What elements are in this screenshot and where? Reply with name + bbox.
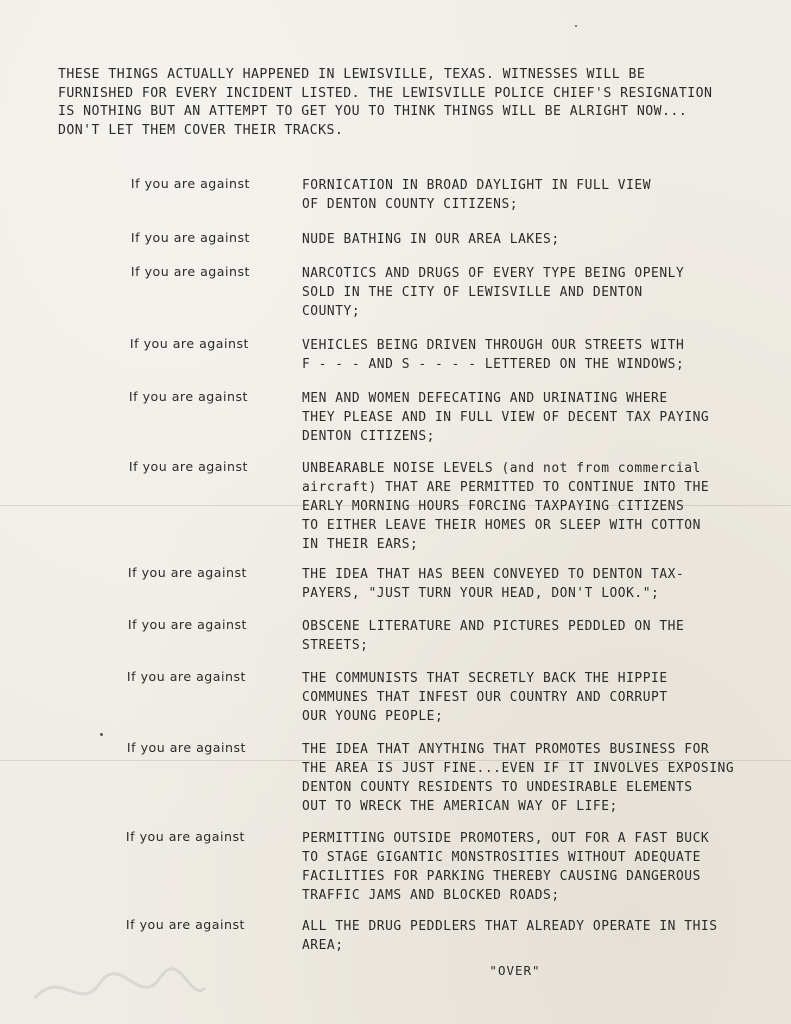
item-text: THE IDEA THAT HAS BEEN CONVEYED TO DENTON TAX- PAYERS, "JUST TURN YOUR HEAD, DON'T LOOK."; bbox=[302, 567, 685, 601]
item-label: If you are against bbox=[126, 740, 246, 755]
item-label: If you are against bbox=[125, 829, 245, 844]
item-text: UNBEARABLE NOISE LEVELS (and not from commercial aircraft) THAT ARE PERMITTED TO CONTINUE INTO THE EARLY MORNING HOURS FORCING TAXPAYING CITIZENS TO EITHER LEAVE THEIR HOMES OR SLEEP WITH COTTON IN THEIR EARS; bbox=[302, 461, 710, 552]
item-text: THE COMMUNISTS THAT SECRETLY BACK THE HIPPIE COMMUNES THAT INFEST OUR COUNTRY AND CORRUPT OUR YOUNG PEOPLE; bbox=[302, 671, 668, 724]
item-label: If you are against bbox=[127, 617, 247, 632]
item-label: If you are against bbox=[126, 669, 246, 684]
item-label: If you are against bbox=[130, 176, 250, 191]
intro-paragraph: THESE THINGS ACTUALLY HAPPENED IN LEWISVILLE, TEXAS. WITNESSES WILL BE FURNISHED FOR EVERY INCIDENT LISTED. THE LEWISVILLE POLICE CHIEF'S RESIGNATION IS NOTHING BUT AN ATTEMPT TO GET YOU TO THINK THINGS WILL BE ALRIGHT NOW... DON'T LET THEM COVER THEIR TRACKS. bbox=[58, 67, 713, 138]
item-text: FORNICATION IN BROAD DAYLIGHT IN FULL VIEW OF DENTON COUNTY CITIZENS; bbox=[302, 178, 652, 212]
item-label: If you are against bbox=[127, 565, 247, 580]
item-label: If you are against bbox=[128, 389, 248, 404]
item-label: If you are against bbox=[128, 459, 248, 474]
item-text: NARCOTICS AND DRUGS OF EVERY TYPE BEING OPENLY SOLD IN THE CITY OF LEWISVILLE AND DENTON COUNTY; bbox=[302, 266, 685, 319]
speck bbox=[575, 25, 577, 27]
item-text: NUDE BATHING IN OUR AREA LAKES; bbox=[302, 232, 560, 247]
item-label: If you are against bbox=[125, 917, 245, 932]
item-text: VEHICLES BEING DRIVEN THROUGH OUR STREETS WITH F - - - AND S - - - - LETTERED ON THE WINDOWS; bbox=[302, 338, 685, 372]
item-text: THE IDEA THAT ANYTHING THAT PROMOTES BUSINESS FOR THE AREA IS JUST FINE...EVEN IF IT INVOLVES EXPOSING DENTON COUNTY RESIDENTS TO UNDESIRABLE ELEMENTS OUT TO WRECK THE AMERICAN WAY OF LIFE; bbox=[302, 742, 735, 814]
over-note: "OVER" bbox=[489, 963, 541, 978]
faint-signature-image bbox=[30, 958, 210, 1018]
item-label: If you are against bbox=[130, 230, 250, 245]
item-text: MEN AND WOMEN DEFECATING AND URINATING WHERE THEY PLEASE AND IN FULL VIEW OF DECENT TAX PAYING DENTON CITIZENS; bbox=[302, 391, 710, 444]
item-label: If you are against bbox=[130, 264, 250, 279]
item-text: PERMITTING OUTSIDE PROMOTERS, OUT FOR A FAST BUCK TO STAGE GIGANTIC MONSTROSITIES WITHOUT ADEQUATE FACILITIES FOR PARKING THEREBY CAUSING DANGEROUS TRAFFIC JAMS AND BLOCKED ROADS; bbox=[302, 831, 710, 903]
item-text: OBSCENE LITERATURE AND PICTURES PEDDLED ON THE STREETS; bbox=[302, 619, 685, 653]
item-label: If you are against bbox=[129, 336, 249, 351]
item-text: ALL THE DRUG PEDDLERS THAT ALREADY OPERATE IN THIS AREA; bbox=[302, 919, 718, 953]
speck bbox=[100, 733, 103, 736]
